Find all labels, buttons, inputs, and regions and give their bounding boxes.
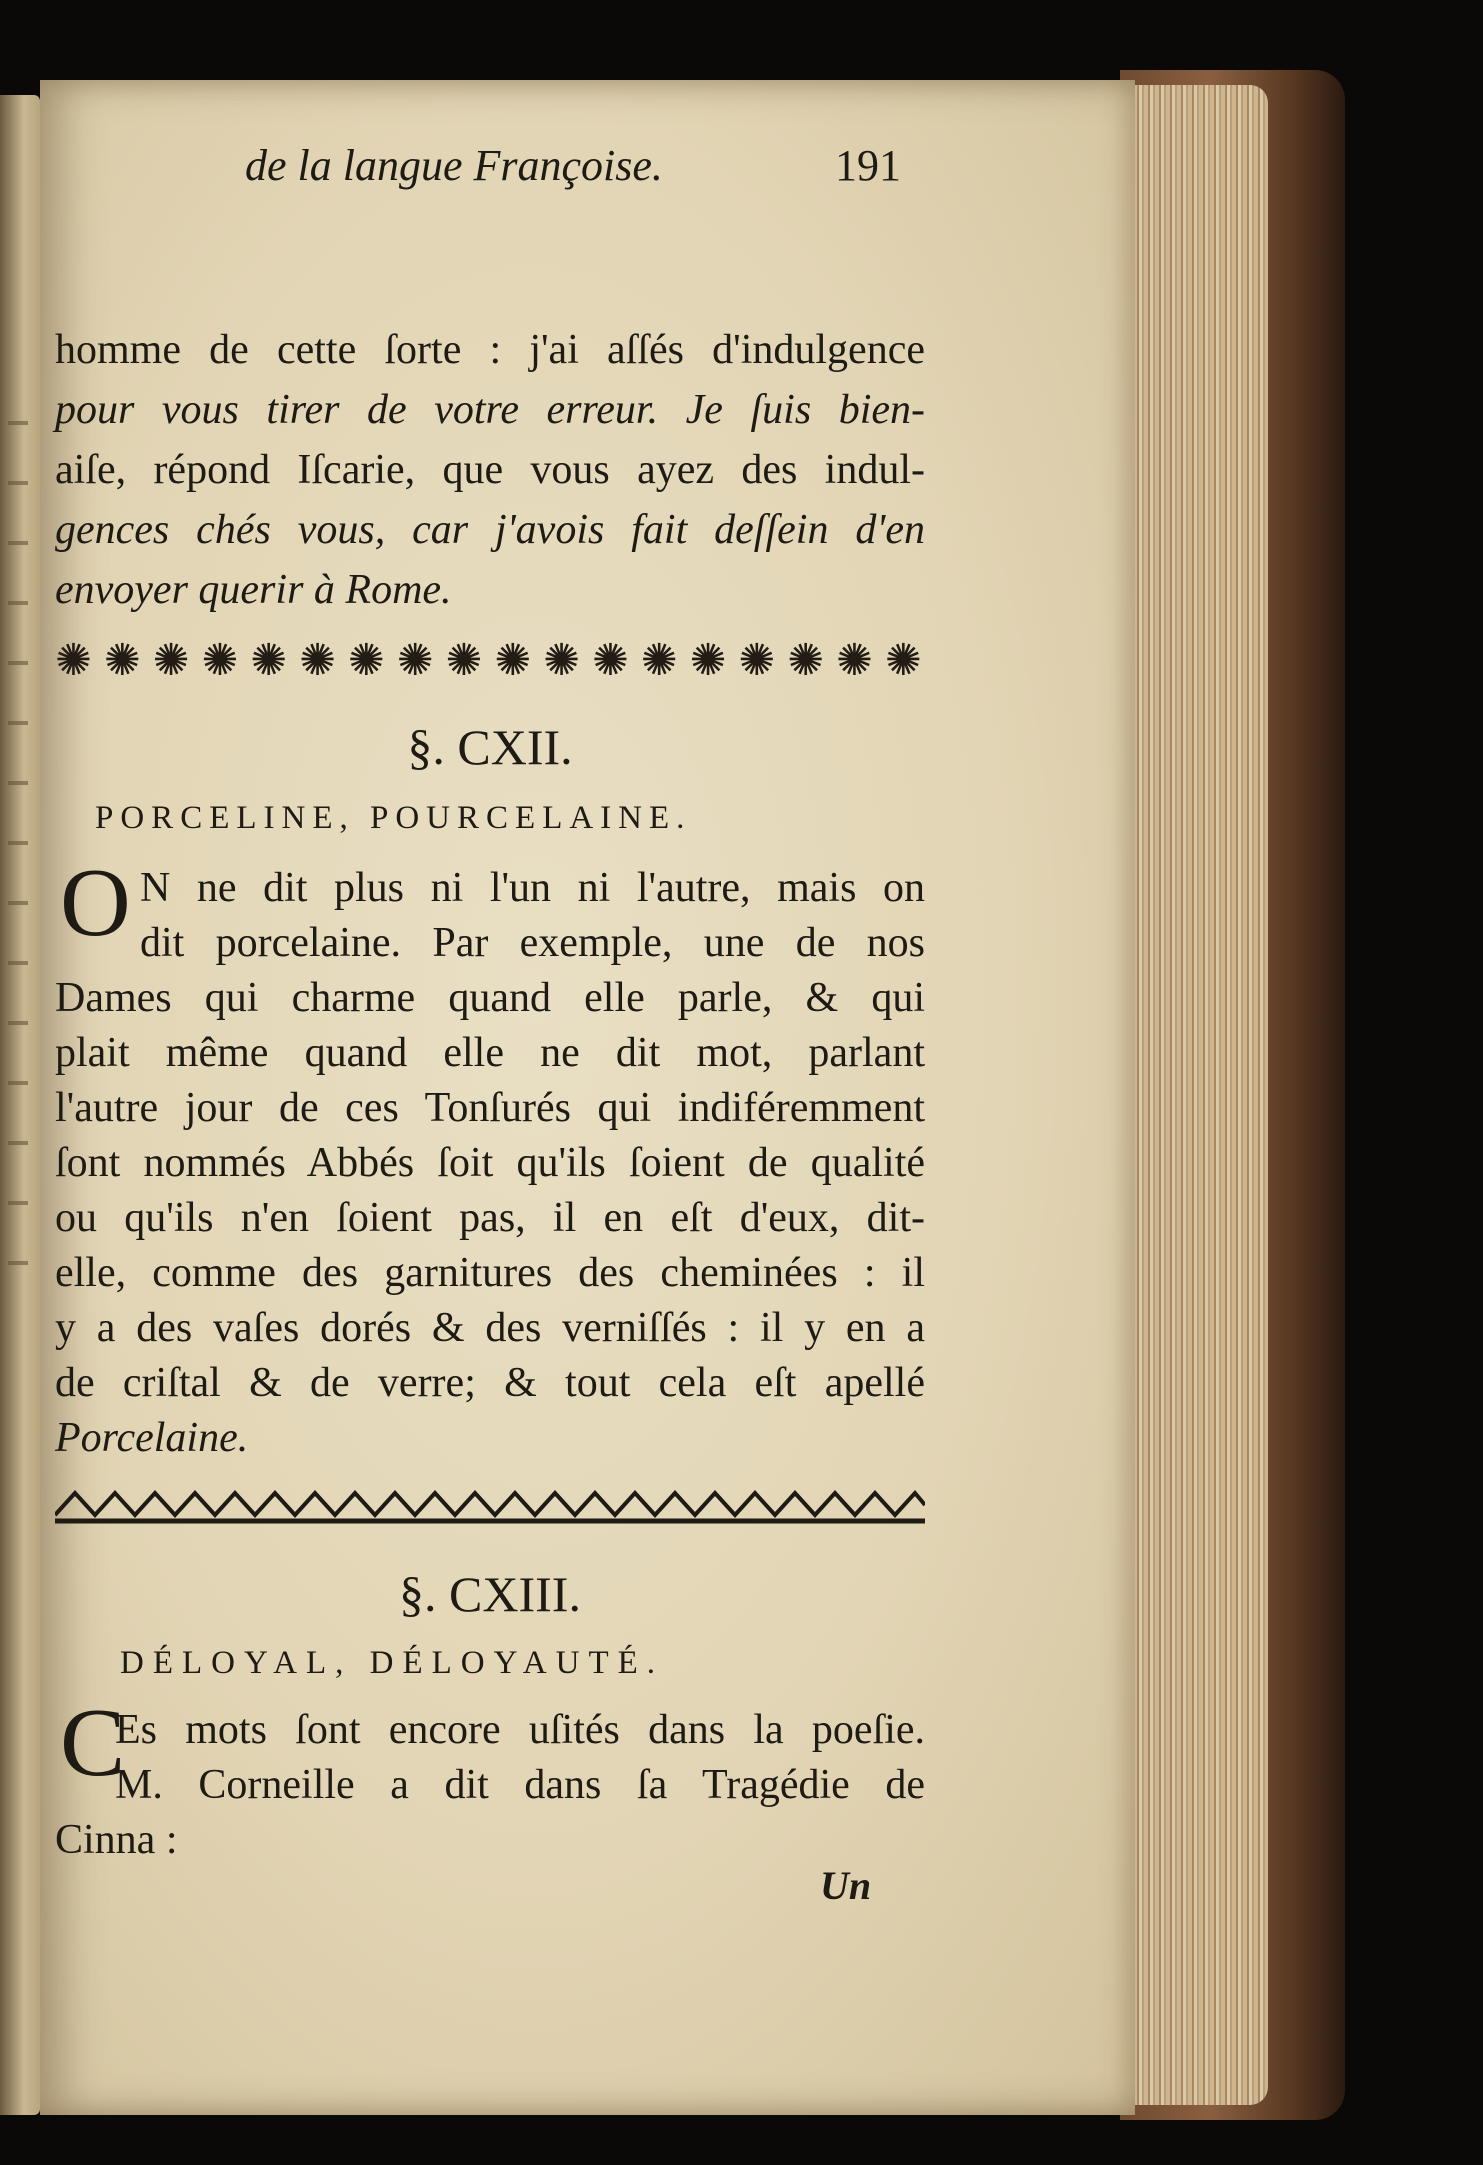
rosette-icon [299, 641, 339, 681]
text-line: y a des vaſes dorés & des verniſſés : il y en a [55, 1305, 925, 1351]
rosette-icon [787, 641, 827, 681]
rosette-icon [348, 641, 388, 681]
rosette-icon [250, 641, 290, 681]
rosette-icon [446, 641, 486, 681]
rosette-icon [592, 641, 632, 681]
catchword: Un [820, 1863, 872, 1908]
rosette-icon [153, 641, 193, 681]
drop-cap: C [60, 1689, 126, 1797]
rosette-icon [104, 641, 144, 681]
text-line: envoyer querir à Rome. [55, 567, 452, 613]
section-heading: PORCELINE, POURCELAINE. [95, 800, 692, 836]
text-line: ou qu'ils n'en ſoient pas, il en eſt d'eux, dit- [55, 1195, 925, 1241]
text-line: Porcelaine. [55, 1415, 249, 1461]
text-line: Dames qui charme quand elle parle, & qui [55, 975, 925, 1021]
section-number: §. CXIII. [399, 1566, 581, 1622]
text-line: l'autre jour de ces Tonſurés qui indiféremment [55, 1085, 925, 1131]
rosette-icon [201, 641, 241, 681]
left-page-text-bleed [8, 395, 28, 1295]
rosette-icon [836, 641, 876, 681]
section-number: §. CXII. [407, 719, 573, 775]
rosette-icon [690, 641, 730, 681]
page-number: 191 [835, 141, 901, 190]
text-line: homme de cette ſorte : j'ai aſſés d'indulgence [55, 327, 925, 373]
text-line: M. Corneille a dit dans ſa Tragédie de [115, 1762, 925, 1808]
text-line: aiſe, répond Iſcarie, que vous ayez des indul- [55, 447, 925, 493]
text-line: plait même quand elle ne dit mot, parlant [55, 1030, 925, 1076]
text-line: N ne dit plus ni l'un ni l'autre, mais on [140, 865, 925, 911]
ornament-rosette-band [55, 637, 925, 685]
rosette-icon [397, 641, 437, 681]
rosette-icon [885, 641, 925, 681]
text-line: Cinna : [55, 1817, 178, 1863]
text-line: ſont nommés Abbés ſoit qu'ils ſoient de qualité [55, 1140, 925, 1186]
text-line: gences chés vous, car j'avois fait deſſein d'en [55, 507, 925, 553]
rosette-icon [738, 641, 778, 681]
rosette-icon [641, 641, 681, 681]
rosette-icon [543, 641, 583, 681]
ornament-zigzag-band [55, 1485, 925, 1525]
text-line: pour vous tirer de votre erreur. Je ſuis bien- [55, 387, 925, 433]
text-line: elle, comme des garnitures des cheminées : il [55, 1250, 925, 1296]
text-line: dit porcelaine. Par exemple, une de nos [140, 920, 925, 966]
header-title: de la langue Françoise. [245, 141, 663, 190]
section-heading: DÉLOYAL, DÉLOYAUTÉ. [120, 1645, 665, 1681]
text-line: Es mots ſont encore uſités dans la poeſie. [115, 1707, 925, 1753]
drop-cap: O [60, 849, 131, 957]
page-edges [1128, 85, 1268, 2105]
rosette-icon [494, 641, 534, 681]
text-line: de criſtal & de verre; & tout cela eſt apellé [55, 1360, 925, 1406]
running-header [55, 140, 925, 210]
left-page-edge [0, 95, 40, 2115]
rosette-icon [55, 641, 95, 681]
